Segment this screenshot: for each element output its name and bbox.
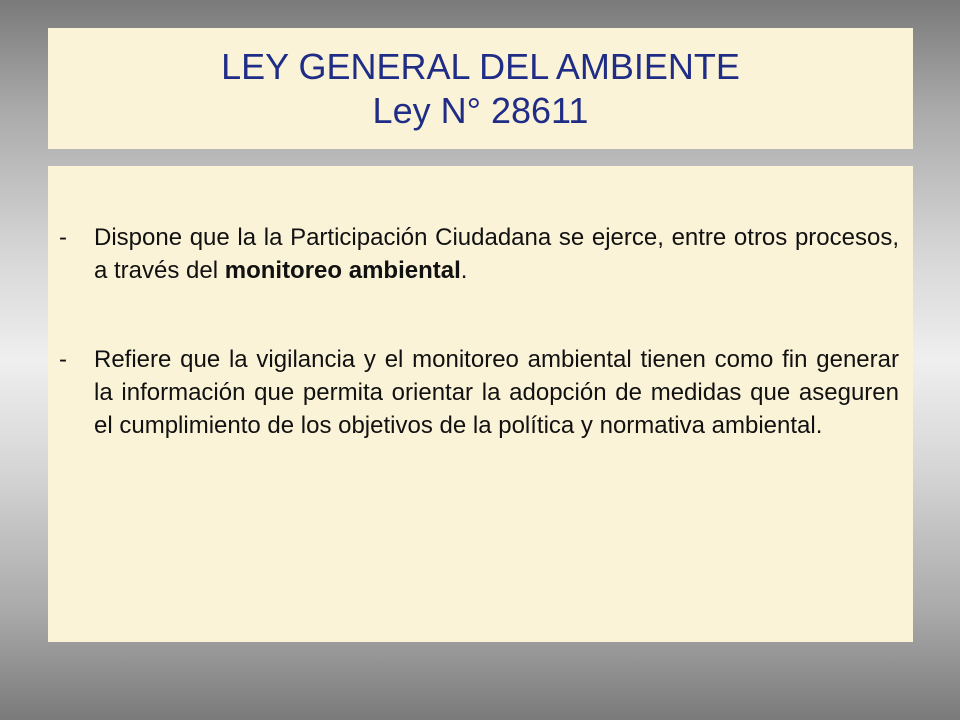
bullet-text-end: . (460, 257, 468, 284)
bullet-dash: - (59, 224, 67, 251)
content-box (48, 166, 913, 642)
title-line-2: Ley N° 28611 (372, 90, 589, 131)
bullet-text-bold: monitoreo ambiental (224, 257, 461, 284)
bullet-text: Refiere que la vigilancia y el monitoreo ambiental tienen como fin generar la información que permita orientar la adopción de medidas que aseguren el cumplimiento de los objetivos de la política y normativa ambiental. (94, 346, 899, 439)
bullet-text (94, 221, 899, 287)
bullet-item-1 (59, 221, 899, 287)
bullet-text-plain: Dispone que la la Participación Ciudadana se ejerce, entre otros procesos, a través del (94, 224, 899, 284)
bullet-dash: - (59, 346, 67, 373)
bullet-item-2 (59, 343, 899, 442)
title-line-1: LEY GENERAL DEL AMBIENTE (221, 46, 740, 87)
title-box (48, 28, 913, 149)
